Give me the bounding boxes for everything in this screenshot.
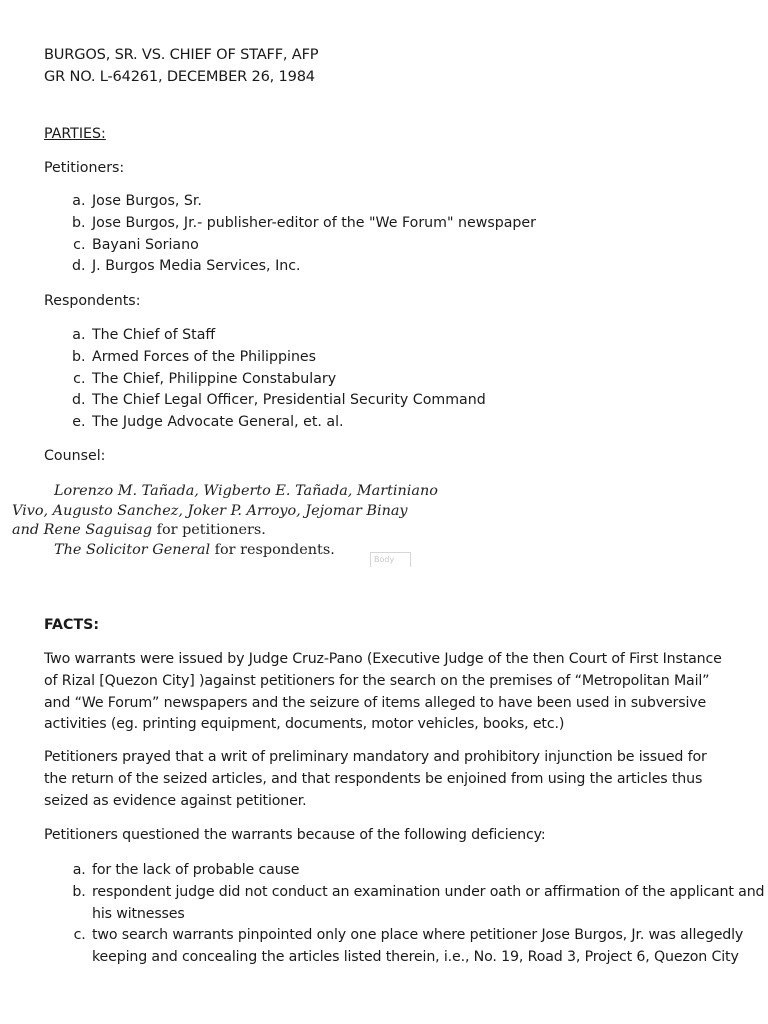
list-item: d. The Chief Legal Officer, Presidential Security Command bbox=[90, 390, 768, 412]
list-item: b. Jose Burgos, Jr.- publisher-editor of the "We Forum" newspaper bbox=[90, 213, 768, 235]
case-title-line-2: GR NO. L-64261, DECEMBER 26, 1984 bbox=[44, 68, 315, 85]
facts-paragraph-2: Petitioners prayed that a writ of preliminary mandatory and prohibitory injunction be issued for the return of the seized articles, and that respondents be enjoined from using the articles thus seized as evidence against petitioner. bbox=[44, 749, 707, 809]
list-item: e. The Judge Advocate General, et. al. bbox=[90, 412, 768, 434]
counsel-label: Counsel: bbox=[44, 448, 106, 464]
facts-heading: FACTS: bbox=[44, 617, 100, 633]
petitioners-label: Petitioners: bbox=[44, 160, 125, 176]
counsel-names-line-2: Vivo, Augusto Sanchez, Joker P. Arroyo, Jejomar Binay bbox=[12, 502, 408, 519]
for-respondents-text: for respondents. bbox=[210, 541, 335, 558]
counsel-names-line-1: Lorenzo M. Tañada, Wigberto E. Tañada, Martiniano bbox=[54, 483, 438, 499]
facts-paragraph-3: Petitioners questioned the warrants because of the following deficiency: bbox=[44, 827, 546, 843]
solicitor-general-text: The Solicitor General bbox=[54, 541, 211, 558]
parties-heading: PARTIES: bbox=[44, 126, 106, 142]
list-item: b. Armed Forces of the Philippines bbox=[90, 347, 768, 369]
list-item: c. Bayani Soriano bbox=[90, 235, 768, 257]
counsel-names-line-3: and Rene Saguisag bbox=[12, 522, 153, 539]
for-petitioners-text: for petitioners. bbox=[152, 522, 266, 539]
list-item: a. for the lack of probable cause bbox=[90, 860, 768, 882]
case-title bbox=[44, 44, 318, 88]
list-item: d. J. Burgos Media Services, Inc. bbox=[90, 256, 768, 278]
list-item: a. Jose Burgos, Sr. bbox=[90, 191, 768, 213]
case-title-line-1: BURGOS, SR. VS. CHIEF OF STAFF, AFP bbox=[44, 46, 319, 63]
petitioners-list bbox=[44, 191, 768, 278]
list-item: c. The Chief, Philippine Constabulary bbox=[90, 369, 768, 391]
deficiency-list bbox=[44, 860, 768, 969]
counsel-scan-image bbox=[12, 482, 438, 560]
respondents-list bbox=[44, 325, 768, 434]
scan-body-tag: Body bbox=[370, 552, 411, 567]
list-item: a. The Chief of Staff bbox=[90, 325, 768, 347]
respondents-label: Respondents: bbox=[44, 293, 141, 309]
list-item: b. respondent judge did not conduct an examination under oath or affirmation of the applicant and his witnesses bbox=[90, 882, 768, 926]
facts-paragraph-1: Two warrants were issued by Judge Cruz-Pano (Executive Judge of the then Court of First Instance of Rizal [Quezon City] )against petitioners for the search on the premises of “Metropolitan Mail” and “We Forum” newspapers and the seizure of items alleged to have been used in subversive activities (eg. printing equipment, documents, motor vehicles, books, etc.) bbox=[44, 651, 722, 733]
list-item: c. two search warrants pinpointed only one place where petitioner Jose Burgos, Jr. was allegedly keeping and concealing the articles listed therein, i.e., No. 19, Road 3, Project 6, Quezon City bbox=[90, 925, 768, 969]
